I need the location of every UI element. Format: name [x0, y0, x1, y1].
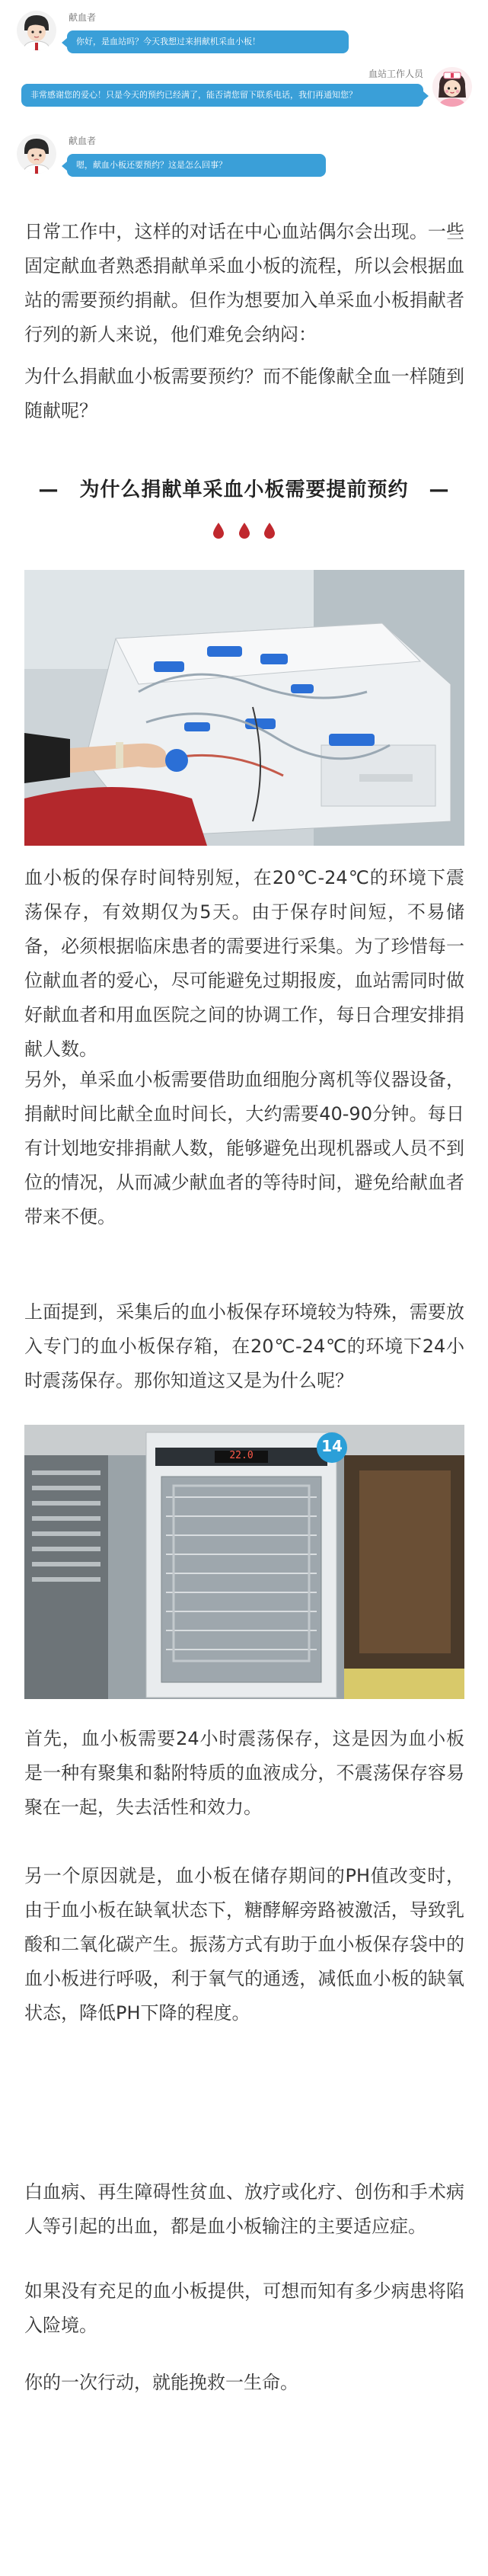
- apheresis-time-paragraph: 另外，单采血小板需要借助血细胞分离机等仪器设备，捐献时间比献全血时间长，大约需要40-90分钟。每日有计划地安排捐献人数，能够避免出现机器或人员不到位的情况，从而减少献血者的等待时间，避免给献血者带来不便。: [24, 1069, 464, 1227]
- shaking-reason-paragraph: 首先，血小板需要24小时震荡保存，这是因为血小板是一种有聚集和黏附特质的血液成分，不震荡保存容易聚在一起，失去活性和效力。: [24, 1728, 464, 1818]
- donor-avatar: [17, 11, 56, 50]
- cabinet-number-badge: 14: [321, 1437, 343, 1455]
- storage-question-paragraph: 上面提到，采集后的血小板保存环境较为特殊，需要放入专门的血小板保存箱，在20℃-24℃的环境下24小时震荡保存。那你知道这又是为什么呢？: [24, 1301, 464, 1391]
- platelet-storage-cabinet-photo: [24, 1425, 464, 1699]
- section-heading: — 为什么捐献单采血小板需要提前预约 —: [38, 478, 450, 501]
- cabinet-temperature-display: 22.0: [229, 1450, 254, 1461]
- chat-3-speaker: 献血者: [69, 136, 97, 146]
- chat-1-speaker: 献血者: [69, 12, 97, 23]
- chat-1-bubble: 你好，是血站吗？今天我想过来捐献机采血小板！: [67, 30, 349, 53]
- shortage-paragraph: 如果没有充足的血小板提供，可想而知有多少病患将陷入险境。: [24, 2280, 464, 2336]
- blood-cell-separator-photo: [24, 570, 464, 846]
- chat-3-bubble: 嗯，献血小板还要预约？这是怎么回事？: [67, 154, 326, 177]
- question-paragraph: 为什么捐献血小板需要预约？而不能像献全血一样随到随献呢？: [24, 366, 464, 421]
- storage-time-paragraph: 血小板的保存时间特别短，在20℃-24℃的环境下震荡保存，有效期仅为5天。由于保存时间短，不易储备，必须根据临床患者的需要进行采集。为了珍惜每一位献血者的爱心，尽可能避免过期报废，血站需同时做好献血者和用血医院之间的协调工作，每日合理安排捐献人数。: [24, 867, 464, 1060]
- blood-drop-icon: [263, 522, 276, 539]
- staff-avatar: [432, 67, 472, 107]
- indications-paragraph: 白血病、再生障碍性贫血、放疗或化疗、创伤和手术病人等引起的出血，都是血小板输注的主要适应症。: [24, 2181, 464, 2237]
- intro-paragraph: 日常工作中，这样的对话在中心血站偶尔会出现。一些固定献血者熟悉捐献单采血小板的流程，所以会根据血站的需要预约捐献。但作为想要加入单采血小板捐献者行列的新人来说，他们难免会纳闷：: [24, 221, 464, 345]
- closing-paragraph: 你的一次行动，就能挽救一生命。: [24, 2372, 298, 2393]
- chat-2-bubble: 非常感谢您的爱心！只是今天的预约已经满了，能否请您留下联系电话，我们再通知您？: [21, 84, 423, 107]
- chat-2-speaker: 血站工作人员: [368, 69, 423, 79]
- blood-drop-icon: [212, 522, 225, 539]
- blood-drop-icon: [238, 522, 250, 539]
- ph-reason-paragraph: 另一个原因就是，血小板在储存期间的PH值改变时，由于血小板在缺氧状态下，糖酵解旁路被激活，导致乳酸和二氧化碳产生。振荡方式有助于血小板保存袋中的血小板进行呼吸，利于氧气的通透，减低血小板的缺氧状态，降低PH下降的程度。: [24, 1865, 464, 2024]
- blood-drops-divider: [0, 522, 488, 542]
- donor-avatar-2: [17, 134, 56, 174]
